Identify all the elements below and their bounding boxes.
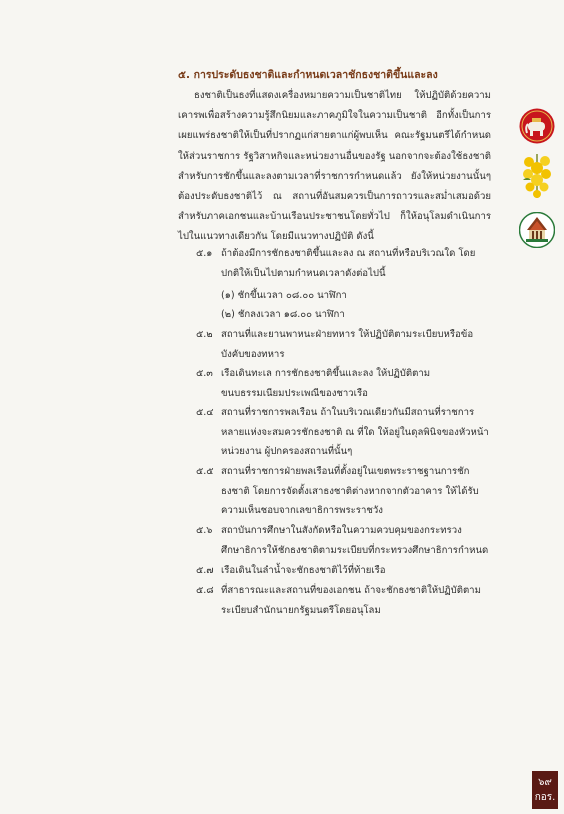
list-item-text: ที่สาธารณะและสถานที่ของเอกชน ถ้าจะชักธงชาติให้ปฏิบัติตามระเบียบสำนักนายกรัฐมนตรีโดยอนุโลม bbox=[221, 585, 481, 616]
page-label: กอร. bbox=[534, 792, 556, 803]
list-item bbox=[196, 403, 492, 462]
list-item bbox=[196, 364, 492, 403]
list-item bbox=[196, 462, 492, 521]
list-item bbox=[196, 561, 492, 581]
intro-paragraph-text: ธงชาติเป็นธงที่แสดงเครื่องหมายความเป็นชาติไทย ให้ปฏิบัติด้วยความเคารพเพื่อสร้างความรู้สึกนิยมและภาคภูมิใจในความเป็นชาติ อีกทั้งเป็นการเผยแพร่ธงชาติให้เป็นที่ปรากฏแก่สายตาแก่ผู้พบเห็น คณะรัฐมนตรีได้กำหนดให้ส่วนราชการ รัฐวิสาหกิจและหน่วยงานอื่นของรัฐ นอกจากจะต้องใช้ธงชาติสำหรับการชักขึ้นและลงตามเวลาที่ราชการกำหนดแล้ว ยังให้หน่วยงานนั้นๆ ต้องประดับธงชาติไว้ ณ สถานที่อันสมควรเป็นการถาวรและสม่ำเสมอด้วย สำหรับภาคเอกชนและบ้านเรือนประชาชนโดยทั่วไป ก็ให้อนุโลมดำเนินการไปในแนวทางเดียวกัน โดยมีแนวทางปฏิบัติ ดังนี้ bbox=[178, 90, 491, 243]
intro-paragraph bbox=[178, 86, 491, 248]
list-item-text: ถ้าต้องมีการชักธงชาติขึ้นและลง ณ สถานที่หรือบริเวณใด โดยปกติให้เป็นไปตามกำหนดเวลาดังต่อไปนี้ bbox=[221, 248, 476, 279]
list-item-number: ๕.๔ bbox=[196, 407, 214, 418]
list-item-number: ๕.๕ bbox=[196, 466, 214, 477]
golden-shower-flower-icon bbox=[519, 152, 555, 202]
time-entry: (๑) ชักขึ้นเวลา ๐๘.๐๐ นาฬิกา bbox=[221, 290, 347, 301]
list-item bbox=[196, 581, 492, 620]
list-item-text: เรือเดินทะเล การชักธงชาติขึ้นและลง ให้ปฏิบัติตามขนบธรรมเนียมประเพณีของชาวเรือ bbox=[221, 368, 431, 399]
list-item-text: สถานที่ราชการพลเรือน ถ้าในบริเวณเดียวกันมีสถานที่ราชการหลายแห่งจะสมควรชักธงชาติ ณ ที่ใด ให้อยู่ในดุลพินิจของหัวหน้าหน่วยงาน ผู้ปกครองสถานที่นั้นๆ bbox=[221, 407, 489, 457]
list-item-number: ๕.๖ bbox=[196, 525, 213, 536]
list-item bbox=[196, 244, 492, 283]
pavilion-emblem-icon bbox=[519, 212, 555, 248]
time-entry: (๒) ชักลงเวลา ๑๘.๐๐ นาฬิกา bbox=[221, 309, 345, 320]
list-item-text: สถานที่ราชการฝ่ายพลเรือนที่ตั้งอยู่ในเขตพระราชฐานการชักธงชาติ โดยการจัดตั้งเสาธงชาติต่างหากจากตัวอาคาร ให้ได้รับความเห็นชอบจากเลขาธิการพระราชวัง bbox=[221, 466, 479, 516]
list-item-text: สถานที่และยานพาหนะฝ่ายทหาร ให้ปฏิบัติตามระเบียบหรือข้อบังคับของทหาร bbox=[221, 329, 474, 360]
elephant-emblem-icon bbox=[519, 108, 555, 144]
list-item-number: ๕.๓ bbox=[196, 368, 213, 379]
list-item-number: ๕.๗ bbox=[196, 565, 214, 576]
list-item-number: ๕.๑ bbox=[196, 248, 213, 259]
list-item-number: ๕.๒ bbox=[196, 329, 213, 340]
list-item bbox=[196, 325, 492, 364]
section-heading: ๕. การประดับธงชาติและกำหนดเวลาชักธงชาติขึ้นและลง bbox=[178, 69, 438, 81]
list-item-text: เรือเดินในลำน้ำจะชักธงชาติไว้ที่ท้ายเรือ bbox=[221, 565, 386, 576]
list-item-text: สถาบันการศึกษาในสังกัดหรือในความควบคุมของกระทรวงศึกษาธิการให้ชักธงชาติตามระเบียบที่กระทรวงศึกษาธิการกำหนด bbox=[221, 525, 489, 556]
list-item bbox=[196, 521, 492, 560]
list-item-number: ๕.๘ bbox=[196, 585, 214, 596]
page-number-tab bbox=[532, 771, 558, 809]
page-number: ๖๙ bbox=[538, 777, 552, 788]
